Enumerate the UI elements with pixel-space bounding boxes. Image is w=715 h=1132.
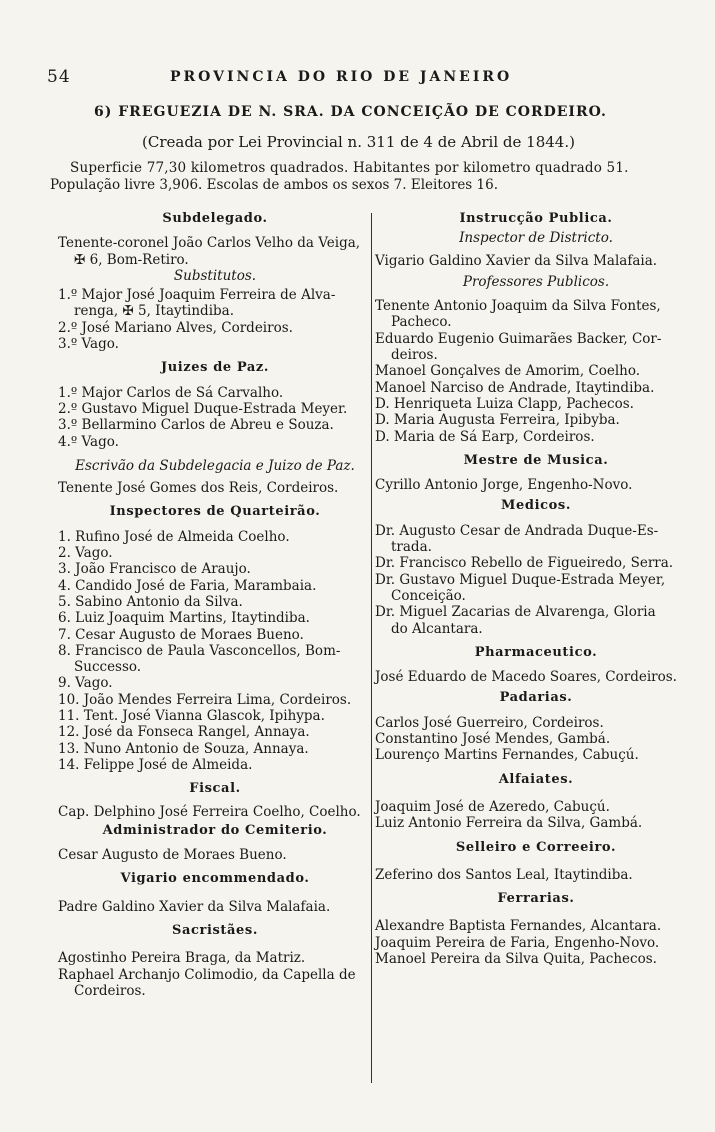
list-item: trada.: [391, 539, 432, 556]
list-item: 2.º Gustavo Miguel Duque-Estrada Meyer.: [58, 400, 348, 417]
list-item: Raphael Archanjo Colimodio, da Capella de: [58, 966, 356, 983]
sacristaes-heading: Sacristães.: [172, 922, 258, 938]
subdelegado-name: Tenente-coronel João Carlos Velho da Veiga,: [58, 235, 361, 252]
ferrarias-heading: Ferrarias.: [497, 891, 575, 907]
medicos-heading: Medicos.: [501, 498, 571, 514]
vigario-heading: Vigario encommendado.: [120, 871, 310, 887]
alfaiates-heading: Alfaiates.: [498, 771, 574, 787]
list-item: Dr. Gustavo Miguel Duque-Estrada Meyer,: [375, 571, 666, 588]
parish-statistics: [50, 160, 690, 194]
stats-line-1: Superficie 77,30 kilometros quadrados. Habitantes por kilometro quadrado 51.: [70, 160, 629, 176]
list-item: renga, ✠ 5, Itaytindiba.: [74, 303, 234, 320]
list-item: 2.º José Mariano Alves, Cordeiros.: [58, 319, 293, 336]
list-item: Cordeiros.: [74, 982, 146, 999]
professores-list: [375, 298, 697, 445]
instrucao-heading: Instrucção Publica.: [459, 211, 613, 226]
list-item: Lourenço Martins Fernandes, Cabuçú.: [375, 747, 639, 764]
ferrarias-list: [375, 918, 697, 967]
list-item: 3. João Francisco de Araujo.: [58, 561, 251, 578]
section-title: 6) FREGUEZIA DE N. SRA. DA CONCEIÇÃO DE CORDEIRO.: [94, 104, 607, 120]
right-column: [375, 211, 697, 967]
list-item: Alexandre Baptista Fernandes, Alcantara.: [375, 918, 662, 935]
list-item: 1.º Major José Joaquim Ferreira de Alva-: [58, 287, 336, 304]
list-item: Dr. Augusto Cesar de Andrada Duque-Es-: [375, 522, 659, 539]
list-item: Constantino José Mendes, Gambá.: [375, 731, 611, 748]
list-item: Carlos José Guerreiro, Cordeiros.: [375, 714, 604, 731]
list-item: Manoel Narciso de Andrade, Itaytindiba.: [375, 379, 655, 396]
list-item: D. Henriqueta Luiza Clapp, Pachecos.: [375, 395, 634, 412]
list-item: 1.º Major Carlos de Sá Carvalho.: [58, 384, 284, 401]
list-item: Tenente Antonio Joaquim da Silva Fontes,: [375, 298, 661, 315]
substitutos-heading: Substitutos.: [173, 267, 257, 284]
list-item: Conceição.: [391, 587, 466, 604]
list-item: D. Maria Augusta Ferreira, Ipibyba.: [375, 412, 620, 429]
stats-line-2: População livre 3,906. Escolas de ambos os sexos 7. Eleitores 16.: [50, 177, 498, 193]
list-item: Luiz Antonio Ferreira da Silva, Gambá.: [375, 815, 643, 832]
sacristaes-list: [58, 950, 372, 999]
administrador-name: Cesar Augusto de Moraes Bueno.: [58, 847, 287, 864]
fiscal-name: Cap. Delphino José Ferreira Coelho, Coelho.: [58, 803, 361, 820]
list-item: 3.º Vago.: [58, 336, 119, 353]
subdelegado-heading: Subdelegado.: [162, 211, 268, 226]
list-item: Eduardo Eugenio Guimarães Backer, Cor-: [375, 330, 662, 347]
juizes-list: [58, 385, 372, 450]
list-item: 11. Tent. José Vianna Glascok, Ipihypa.: [58, 708, 325, 725]
selleiro-name: Zeferino dos Santos Leal, Itaytindiba.: [375, 866, 633, 883]
pharmaceutico-heading: Pharmaceutico.: [474, 644, 598, 660]
list-item: do Alcantara.: [391, 620, 483, 637]
padarias-heading: Padarias.: [499, 690, 573, 706]
list-item: 12. José da Fonseca Rangel, Annaya.: [58, 724, 310, 741]
list-item: deiros.: [391, 347, 438, 364]
list-item: Dr. Miguel Zacarias de Alvarenga, Gloria: [375, 604, 656, 621]
substitutos-list: [58, 287, 372, 352]
list-item: Successo.: [74, 659, 142, 676]
selleiro-heading: Selleiro e Correeiro.: [455, 839, 617, 855]
musica-name: Cyrillo Antonio Jorge, Engenho-Novo.: [375, 477, 633, 494]
list-item: 4.º Vago.: [58, 433, 119, 450]
list-item: Agostinho Pereira Braga, da Matriz.: [58, 950, 306, 967]
list-item: 13. Nuno Antonio de Souza, Annaya.: [58, 740, 309, 757]
inspectores-heading: Inspectores de Quarteirão.: [109, 504, 321, 520]
juizes-heading: Juizes de Paz.: [160, 360, 270, 376]
medicos-list: [375, 523, 697, 637]
list-item: Pacheco.: [391, 314, 452, 331]
padarias-list: [375, 715, 697, 764]
list-item: 10. João Mendes Ferreira Lima, Cordeiros.: [58, 691, 352, 708]
list-item: 2. Vago.: [58, 545, 113, 562]
list-item: 7. Cesar Augusto de Moraes Bueno.: [58, 626, 304, 643]
list-item: 9. Vago.: [58, 675, 113, 692]
inspectores-list: [58, 529, 372, 773]
list-item: 4. Candido José de Faria, Marambaia.: [58, 577, 317, 594]
list-item: Dr. Francisco Rebello de Figueiredo, Serra.: [375, 555, 674, 572]
inspector-name: Vigario Galdino Xavier da Silva Malafaia.: [375, 252, 658, 269]
list-item: D. Maria de Sá Earp, Cordeiros.: [375, 428, 595, 445]
list-item: 8. Francisco de Paula Vasconcellos, Bom-: [58, 642, 341, 659]
running-title: PROVINCIA DO RIO DE JANEIRO: [170, 69, 513, 85]
vigario-name: Padre Galdino Xavier da Silva Malafaia.: [58, 898, 331, 915]
list-item: 14. Felippe José de Almeida.: [58, 756, 253, 773]
left-column: [58, 211, 372, 999]
alfaiates-list: [375, 799, 697, 832]
page-number: 54: [47, 67, 71, 87]
musica-heading: Mestre de Musica.: [463, 452, 609, 468]
fiscal-heading: Fiscal.: [189, 781, 241, 797]
list-item: Manoel Pereira da Silva Quita, Pachecos.: [375, 950, 657, 967]
escrivao-heading: Escrivão da Subdelegacia e Juizo de Paz.: [75, 457, 355, 474]
list-item: 3.º Bellarmino Carlos de Abreu e Souza.: [58, 417, 334, 434]
creation-note: (Creada por Lei Provincial n. 311 de 4 de Abril de 1844.): [142, 133, 575, 151]
list-item: 6. Luiz Joaquim Martins, Itaytindiba.: [58, 610, 310, 627]
subdelegado-address: ✠ 6, Bom-Retiro.: [74, 251, 189, 268]
administrador-heading: Administrador do Cemiterio.: [102, 822, 328, 838]
list-item: Joaquim Pereira de Faria, Engenho-Novo.: [375, 934, 660, 951]
list-item: 1. Rufino José de Almeida Coelho.: [58, 528, 290, 545]
pharmaceutico-name: José Eduardo de Macedo Soares, Cordeiros.: [375, 669, 677, 686]
list-item: Joaquim José de Azeredo, Cabuçú.: [375, 798, 610, 815]
escrivao-name: Tenente José Gomes dos Reis, Cordeiros.: [58, 480, 339, 497]
list-item: 5. Sabino Antonio da Silva.: [58, 593, 243, 610]
professores-heading: Professores Publicos.: [462, 273, 610, 290]
list-item: Manoel Gonçalves de Amorim, Coelho.: [375, 363, 641, 380]
inspector-heading: Inspector de Districto.: [459, 230, 613, 247]
